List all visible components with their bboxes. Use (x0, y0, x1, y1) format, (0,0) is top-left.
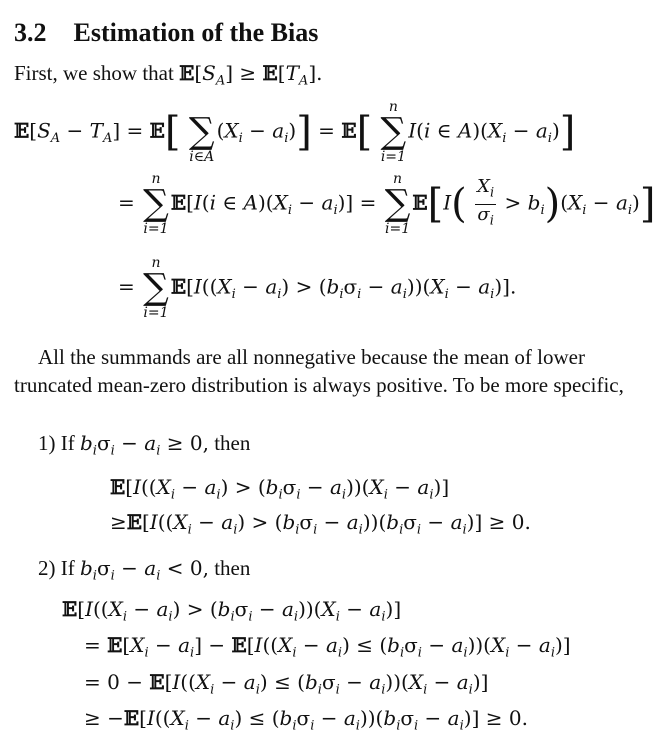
case-2-line-1: $𝔼[I((X_i - a_i) > (b_i\sigma_i - a_i))(X_i - a_i)]$ (62, 597, 402, 625)
fraction-x-over-sigma: $\frac{X_i}{\sigma_i}$ (477, 175, 495, 229)
case-2-line-4: ≥ $-𝔼[I((X_i - a_i) \le (b_i\sigma_i - a_i))(b_i\sigma_i - a_i)] \ge 0$. (84, 706, 528, 734)
intro-inequality: $𝔼[S_A]$ ≥ $𝔼[T_A]$. (179, 61, 323, 89)
equation-line-1: $𝔼[S_A - T_A]$ = 𝔼[ ∑ i∈A $(X_i - a_i)$] = 𝔼[ n ∑ i=1 I(i ∈ $A)(X_i - a_i)$] (14, 99, 576, 165)
equation-line-3: = n ∑ i=1 $𝔼[I((X_i - a_i) > (b_i\sigma_i - a_i))(X_i - a_i)]$. (118, 255, 517, 321)
equation-line-2: = n ∑ i=1 𝔼[I(i ∈ $A)(X_i - a_i)$] = n ∑ i=1 𝔼[I( $\frac{X_i}{\sigma_i}$ > $b_i)(X_i - a_i)$] (118, 171, 656, 237)
sum-over-A: ∑ i∈A (188, 111, 215, 165)
paragraph-text: All the summands are all nonnegative because the mean of lower truncated mean-zero distribution is always positive. To be more specific, (14, 345, 624, 397)
case-1-condition: 1) If $b_i\sigma_i - a_i \ge 0$, then (38, 431, 251, 459)
case-1-line-1: $𝔼[I((X_i - a_i) > (b_i\sigma_i - a_i))(X_i - a_i)]$ (110, 475, 450, 503)
section-title: Estimation of the Bias (73, 18, 319, 47)
sum-1-to-n: n ∑ i=1 (380, 99, 407, 165)
case-2-condition: 2) If $b_i\sigma_i - a_i < 0$, then (38, 556, 251, 584)
sum-1-to-n: n ∑ i=1 (143, 171, 169, 237)
intro-text: First, we show that (14, 61, 174, 85)
case-2-line-3: = $0 - 𝔼[I((X_i - a_i) \le (b_i\sigma_i - a_i))(X_i - a_i)]$ (84, 670, 489, 698)
body-paragraph (14, 343, 654, 399)
sum-1-to-n: n ∑ i=1 (384, 171, 411, 237)
sum-1-to-n: n ∑ i=1 (143, 255, 169, 321)
intro-line (14, 60, 322, 90)
case-1-line-2: $\ge 𝔼[I((X_i - a_i) > (b_i\sigma_i - a_i))(b_i\sigma_i - a_i)] \ge 0$. (110, 510, 531, 538)
section-heading (14, 18, 318, 48)
section-number: 3.2 (14, 18, 47, 47)
case-2-line-2: = $𝔼[X_i - a_i]$ − $𝔼[I((X_i - a_i) \le (b_i\sigma_i - a_i))(X_i - a_i)]$ (84, 633, 571, 661)
